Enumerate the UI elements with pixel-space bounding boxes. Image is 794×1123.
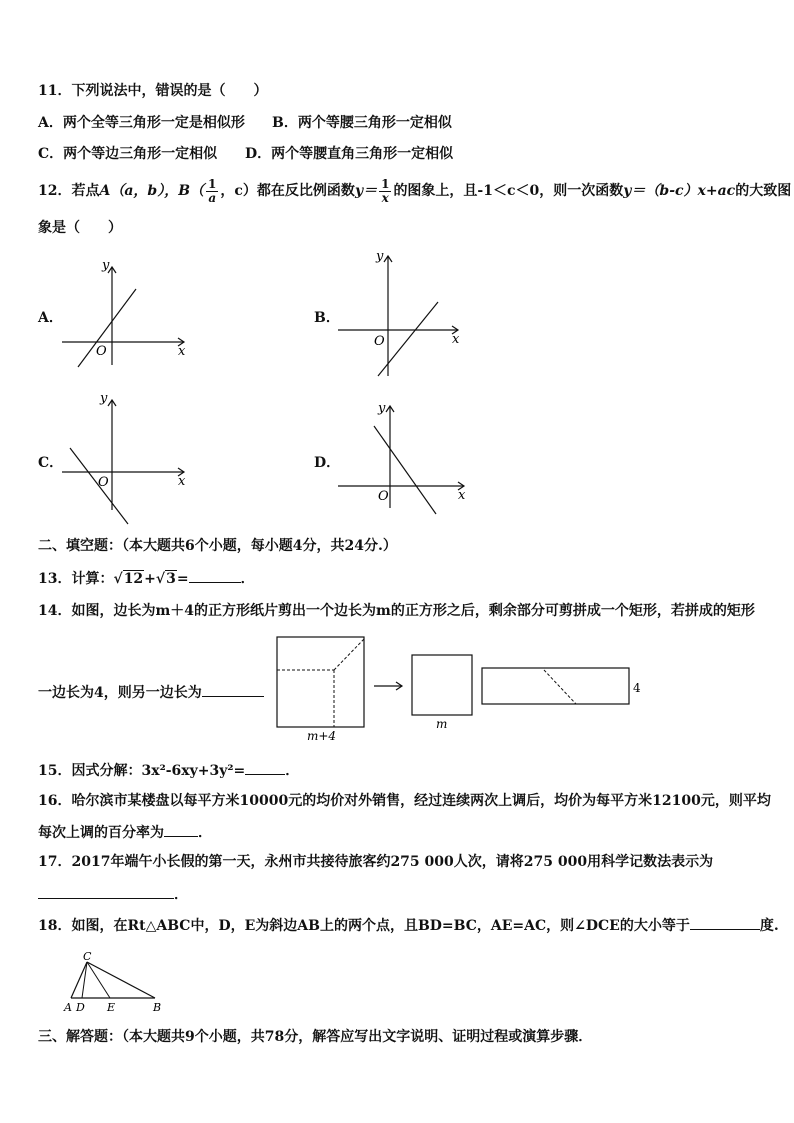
label-m-plus-4: m+4: [307, 729, 337, 743]
q12-text-2: ，c）都在反比例函数: [220, 183, 355, 199]
rectangle: [482, 668, 629, 704]
q15-answer-blank[interactable]: [245, 760, 285, 775]
q18-post: 度.: [759, 918, 779, 934]
point-a-label: A: [64, 1001, 72, 1014]
q18-answer-blank[interactable]: [690, 915, 760, 930]
q13-radicand-2: 3: [166, 571, 176, 587]
label-m: m: [436, 717, 448, 731]
section-3-heading: 三、解答题：（本大题共9个小题，共78分，解答应写出文字说明、证明过程或演算步骤．: [38, 1029, 593, 1045]
q13-answer-blank[interactable]: [189, 568, 241, 583]
q12-option-c-label: C．: [38, 455, 64, 471]
function-line: [378, 302, 438, 376]
q13-prefix: 13．计算：: [38, 571, 114, 587]
q13-equals: =: [176, 571, 189, 587]
origin-label: O: [378, 489, 389, 504]
q12-option-a-label: A．: [38, 310, 63, 326]
q12-y-eq: y＝: [354, 183, 378, 199]
q13-post: ．: [240, 571, 255, 587]
big-square: [277, 637, 364, 727]
q14-line2: [38, 682, 264, 702]
section-2-heading: 二、填空题：（本大题共6个小题，每小题4分，共24分.）: [38, 538, 397, 554]
axis-x-label: x: [178, 344, 186, 359]
frac2-den: x: [381, 190, 389, 205]
q12-graph-a: [56, 255, 196, 370]
q13: [38, 568, 255, 588]
q12-points: A（a，b），B（: [99, 183, 205, 199]
cut-line-diagonal: [334, 639, 364, 670]
sqrt-icon: √: [155, 571, 166, 587]
q13-radicand-1: 12: [123, 571, 144, 587]
axis-y-label: y: [102, 258, 110, 273]
q12-graph-c: [56, 390, 196, 530]
axis-y-label: y: [100, 391, 108, 406]
q16-line2-text: 每次上调的百分率为: [38, 825, 164, 841]
q12-graph-d: [332, 396, 472, 520]
q17-line1: 17．2017年端午小长假的第一天，永州市共接待旅客约275 000人次，请将275 000用科学记数法表示为: [38, 854, 714, 870]
q17-post: ．: [174, 887, 188, 903]
q16-line2: [38, 822, 212, 842]
q12-option-d-label: D．: [314, 455, 341, 471]
point-b-label: B: [153, 1001, 162, 1014]
axis-y-label: y: [376, 249, 384, 264]
q11-option-d: D．两个等腰直角三角形一定相似: [245, 146, 454, 162]
q16-answer-blank[interactable]: [164, 822, 198, 837]
q12-function: y＝（b-c）x+ac: [623, 183, 736, 199]
point-d-label: D: [76, 1001, 85, 1014]
q15-post: ．: [285, 763, 300, 779]
origin-label: O: [374, 334, 385, 349]
axis-x-label: x: [458, 488, 466, 503]
q12-fraction-1-over-x: [379, 178, 391, 205]
axis-x-label: x: [452, 332, 460, 347]
origin-label: O: [98, 475, 109, 490]
q16-post: ．: [198, 825, 212, 841]
q14-answer-blank[interactable]: [202, 682, 264, 697]
point-e-label: E: [107, 1001, 116, 1014]
q15: [38, 760, 299, 780]
q16-line1: 16．哈尔滨市某楼盘以每平方米10000元的均价对外销售，经过连续两次上调后，均价为每平方米12100元，则平均: [38, 793, 771, 809]
q11-option-b: B．两个等腰三角形一定相似: [272, 115, 452, 131]
q18-triangle-figure: [58, 950, 178, 1016]
q14-figure: [270, 632, 650, 744]
q12-text-1: 12．若点: [38, 183, 100, 199]
q17-line2: [38, 884, 188, 904]
origin-label: O: [96, 344, 107, 359]
rectangle-cut-line: [544, 670, 576, 704]
sqrt-icon: √: [113, 571, 123, 587]
small-square: [412, 655, 472, 715]
q18-text: 18．如图，在Rt△ABC中，D，E为斜边AB上的两个点，且BD=BC，AE=AC，则∠DCE的大小等于: [38, 918, 690, 934]
side-cb: [87, 962, 155, 998]
point-c-label: C: [83, 950, 92, 963]
q15-text: 15．因式分解：3x²-6xy+3y²=: [38, 763, 246, 779]
q12-stem-line2: 象是（ ）: [38, 220, 122, 236]
frac2-num: 1: [381, 176, 390, 191]
q11-option-c: C．两个等边三角形一定相似: [38, 146, 218, 162]
q17-answer-blank[interactable]: [38, 884, 174, 899]
axis-y-label: y: [378, 401, 386, 416]
q12-graph-b: [332, 246, 472, 381]
q14-line1: 14．如图，边长为m＋4的正方形纸片剪出一个边长为m的正方形之后，剩余部分可剪拼成一个矩形，若拼成的矩形: [38, 603, 755, 619]
q14-line2-text: 一边长为4，则另一边长为: [38, 685, 202, 701]
q12-option-b-label: B．: [314, 310, 340, 326]
frac1-num: 1: [208, 176, 217, 191]
q12-text-4: 的大致图: [735, 183, 792, 199]
q11-option-a: A．两个全等三角形一定是相似形: [38, 115, 245, 131]
q18: [38, 915, 779, 935]
q12-text-3: 的图象上，且-1＜c＜0，则一次函数: [393, 183, 624, 199]
function-line: [78, 289, 136, 367]
label-4: 4: [633, 681, 641, 695]
q12-stem: [38, 176, 791, 206]
q11-stem: 11．下列说法中，错误的是（ ）: [38, 83, 268, 99]
axis-x-label: x: [178, 474, 186, 489]
segment-ce: [87, 962, 110, 998]
q13-plus: +: [144, 571, 156, 587]
frac1-den: a: [208, 190, 217, 205]
q12-fraction-1-over-a: [206, 178, 218, 205]
